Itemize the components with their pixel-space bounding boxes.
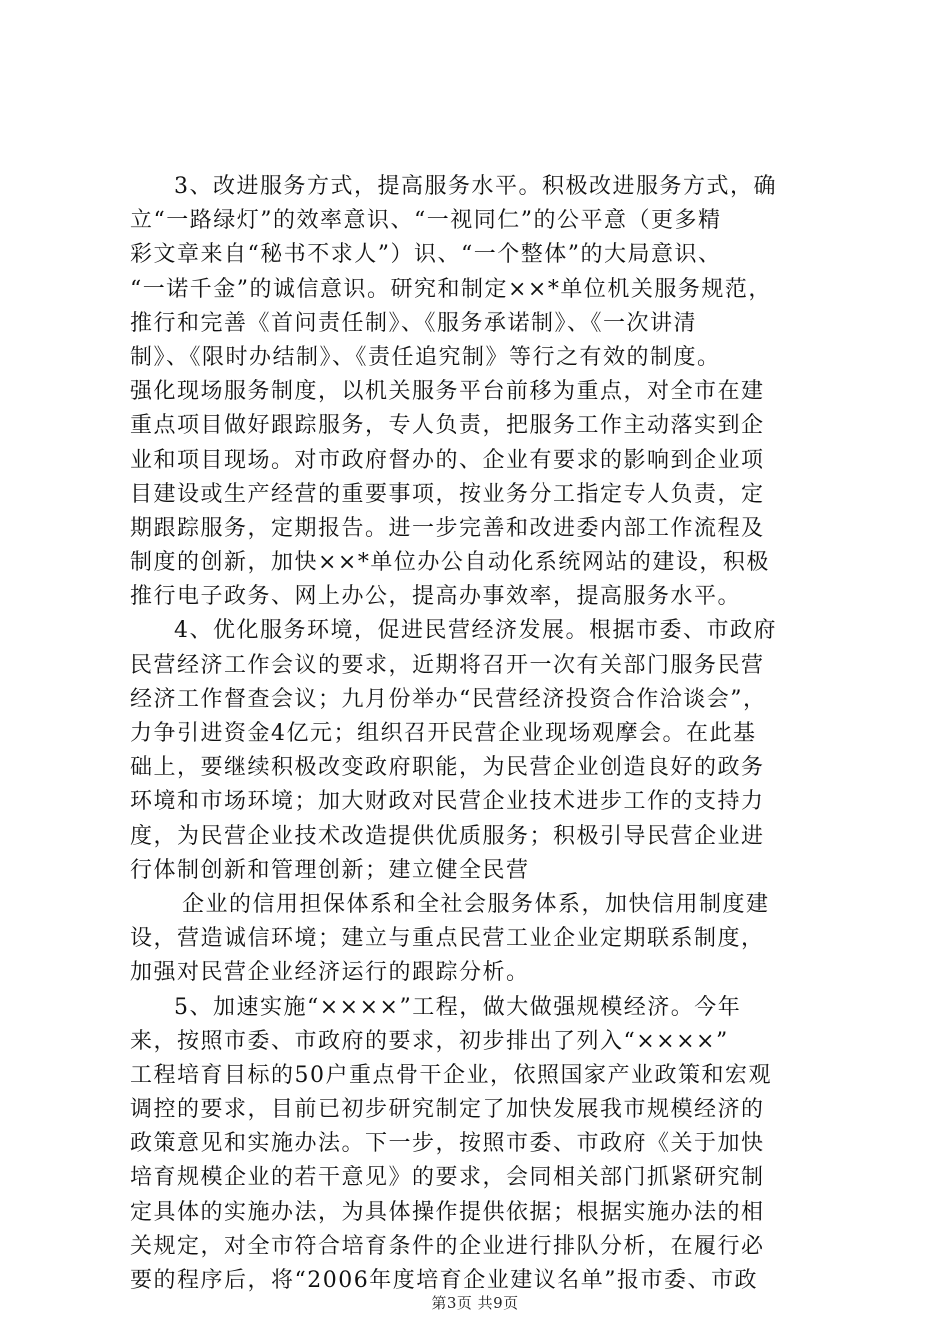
text-line: 行体制创新和管理创新；建立健全民营 bbox=[130, 857, 530, 883]
text-line: 推行和完善《首问责任制》、《服务承诺制》、《一次讲清 bbox=[130, 310, 698, 336]
text-line: 来，按照市委、市政府的要求，初步排出了列入“××××” bbox=[130, 1028, 729, 1054]
text-line: 设，营造诚信环境；建立与重点民营工业企业定期联系制度， bbox=[130, 926, 765, 952]
page-number-footer: 第3页 共9页 bbox=[431, 1294, 519, 1312]
text-line: 培育规模企业的若干意见》的要求，会同相关部门抓紧研究制 bbox=[130, 1165, 765, 1191]
text-line: 环境和市场环境；加大财政对民营企业技术进步工作的支持力 bbox=[130, 789, 765, 815]
text-line: 力争引进资金4亿元；组织召开民营企业现场观摩会。在此基 bbox=[130, 721, 757, 746]
text-line: 民营经济工作会议的要求，近期将召开一次有关部门服务民营 bbox=[130, 652, 765, 678]
text-line: 立“一路绿灯”的效率意识、“一视同仁”的公平意（更多精 bbox=[130, 208, 722, 234]
text-line: “一诺千金”的诚信意识。研究和制定××*单位机关服务规范， bbox=[130, 276, 772, 302]
text-line: 期跟踪服务，定期报告。进一步完善和改进委内部工作流程及 bbox=[130, 515, 765, 541]
body-text bbox=[130, 170, 830, 1298]
text-line: 度，为民营企业技术改造提供优质服务；积极引导民营企业进 bbox=[130, 823, 765, 849]
text-line: 5、加速实施“××××”工程，做大做强规模经济。今年 bbox=[174, 994, 742, 1020]
text-line: 业和项目现场。对市政府督办的、企业有要求的影响到企业项 bbox=[130, 447, 765, 473]
text-line: 关规定，对全市符合培育条件的企业进行排队分析，在履行必 bbox=[130, 1233, 765, 1259]
text-line: 推行电子政务、网上办公，提高办事效率，提高服务水平。 bbox=[130, 584, 742, 610]
text-line: 政策意见和实施办法。下一步，按照市委、市政府《关于加快 bbox=[130, 1131, 765, 1157]
text-line: 调控的要求，目前已初步研究制定了加快发展我市规模经济的 bbox=[130, 1097, 765, 1123]
text-line: 础上，要继续积极改变政府职能，为民营企业创造良好的政务 bbox=[130, 755, 765, 781]
text-line: 强化现场服务制度，以机关服务平台前移为重点，对全市在建 bbox=[130, 379, 765, 405]
text-line: 3、改进服务方式，提高服务水平。积极改进服务方式，确 bbox=[174, 174, 777, 199]
text-line: 要的程序后，将“2006年度培育企业建议名单”报市委、市政 bbox=[130, 1268, 758, 1293]
text-line: 目建设或生产经营的重要事项，按业务分工指定专人负责，定 bbox=[130, 481, 765, 507]
text-line: 制》、《限时办结制》、《责任追究制》等行之有效的制度。 bbox=[130, 344, 721, 370]
text-line: 制度的创新，加快××*单位办公自动化系统网站的建设，积极 bbox=[130, 550, 770, 576]
text-line: 彩文章来自“秘书不求人”）识、“一个整体”的大局意识、 bbox=[130, 242, 722, 268]
text-line: 重点项目做好跟踪服务，专人负责，把服务工作主动落实到企 bbox=[130, 413, 765, 439]
text-line: 经济工作督查会议；九月份举办“民营经济投资合作洽谈会”， bbox=[130, 686, 767, 712]
text-line: 工程培育目标的50户重点骨干企业，依照国家产业政策和宏观 bbox=[130, 1062, 772, 1088]
text-line: 加强对民营企业经济运行的跟踪分析。 bbox=[130, 960, 530, 986]
text-line: 定具体的实施办法，为具体操作提供依据；根据实施办法的相 bbox=[130, 1199, 765, 1225]
text-line: 企业的信用担保体系和全社会服务体系，加快信用制度建 bbox=[182, 891, 770, 917]
text-line: 4、优化服务环境，促进民营经济发展。根据市委、市政府 bbox=[174, 618, 777, 644]
